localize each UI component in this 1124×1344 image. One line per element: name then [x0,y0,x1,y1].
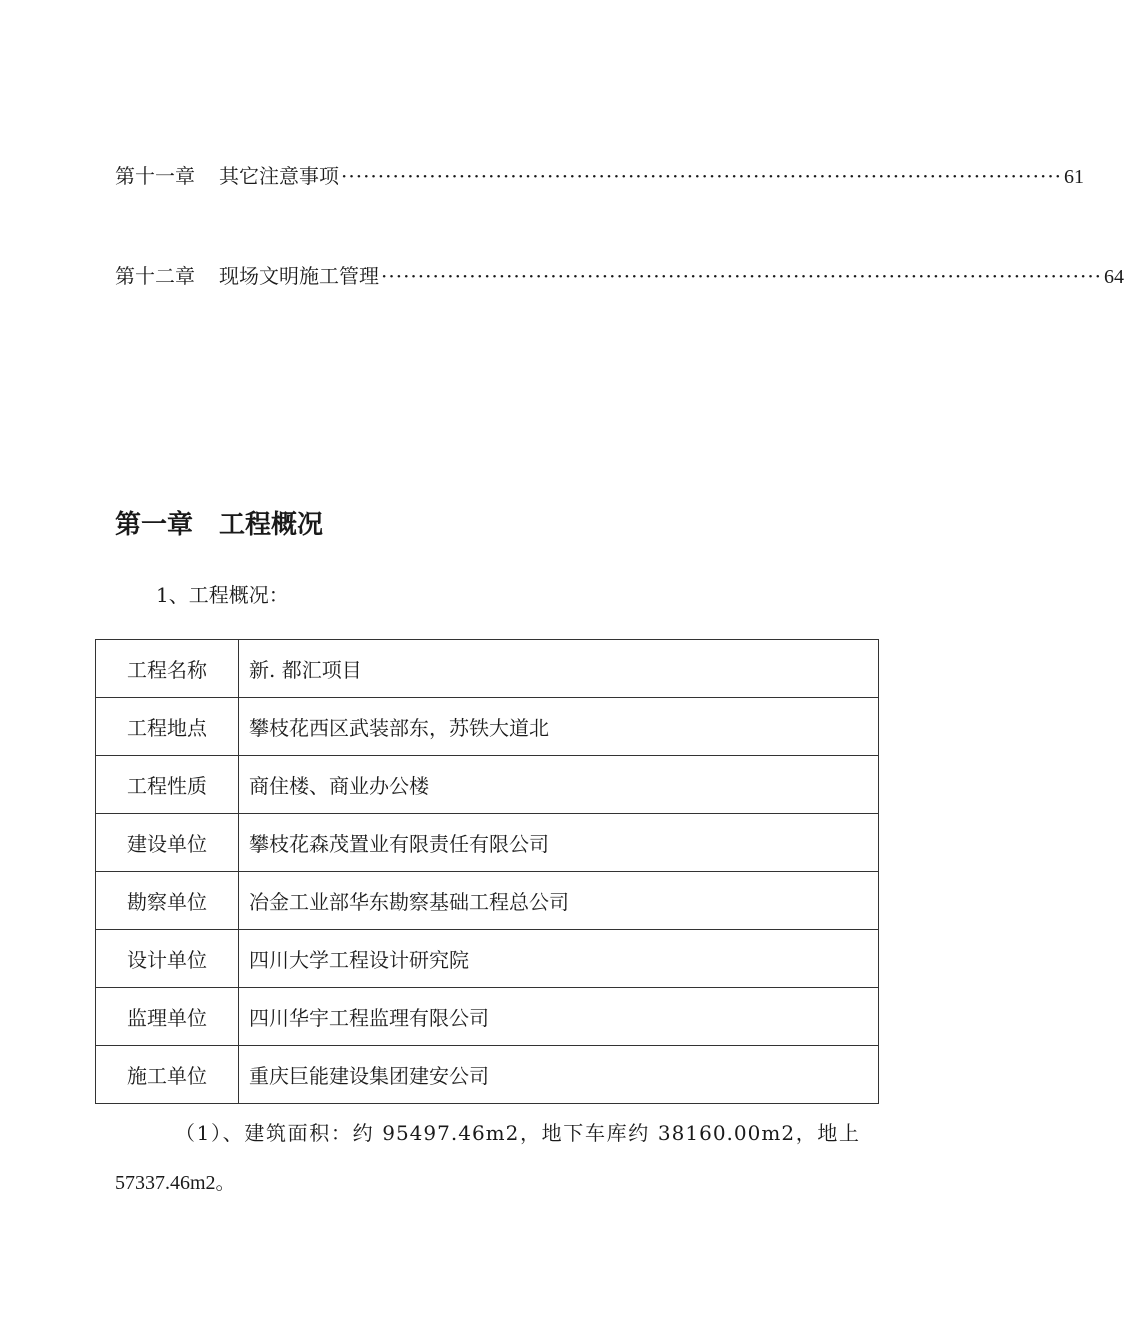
table-key: 建设单位 [96,814,239,872]
toc-entry-12[interactable] [115,263,1124,290]
table-row [96,988,879,1046]
toc-page-number: 61 [1064,166,1085,188]
table-row [96,640,879,698]
table-row [96,1046,879,1104]
table-key: 工程名称 [96,640,239,698]
toc-dot-leader: ·································································································· [341,164,1063,188]
toc-title: 现场文明施工管理 [219,264,379,288]
chapter-heading [115,508,323,542]
area-paragraph-line-2: 57337.46m2。 [115,1172,236,1194]
table-key: 工程性质 [96,756,239,814]
table-value: 商住楼、商业办公楼 [239,756,879,814]
area-paragraph-line-1: （1）、建筑面积：约 95497.46m2，地下车库约 38160.00m2，地上 [175,1121,860,1145]
table-value: 攀枝花西区武装部东，苏铁大道北 [239,698,879,756]
table-key: 勘察单位 [96,872,239,930]
toc-title: 其它注意事项 [219,164,339,188]
toc-chapter: 第十二章 [115,264,195,288]
toc-entry-11[interactable] [115,163,1085,190]
table-key: 工程地点 [96,698,239,756]
table-row [96,698,879,756]
toc-page-number: 64 [1104,266,1124,288]
project-info-table [95,639,879,1104]
table-key: 设计单位 [96,930,239,988]
table-value: 冶金工业部华东勘察基础工程总公司 [239,872,879,930]
table-key: 施工单位 [96,1046,239,1104]
toc-chapter: 第十一章 [115,164,195,188]
table-row [96,814,879,872]
table-key: 监理单位 [96,988,239,1046]
table-value: 新. 都汇项目 [239,640,879,698]
section-subheading: 1、工程概况： [156,583,289,607]
table-row [96,930,879,988]
table-value: 四川大学工程设计研究院 [239,930,879,988]
chapter-number: 第一章 [115,510,194,540]
toc-dot-leader: ·································································································· [381,264,1103,288]
chapter-title: 工程概况 [219,510,324,540]
table-value: 攀枝花森茂置业有限责任有限公司 [239,814,879,872]
table-value: 四川华宇工程监理有限公司 [239,988,879,1046]
table-value: 重庆巨能建设集团建安公司 [239,1046,879,1104]
table-row [96,872,879,930]
table-row [96,756,879,814]
